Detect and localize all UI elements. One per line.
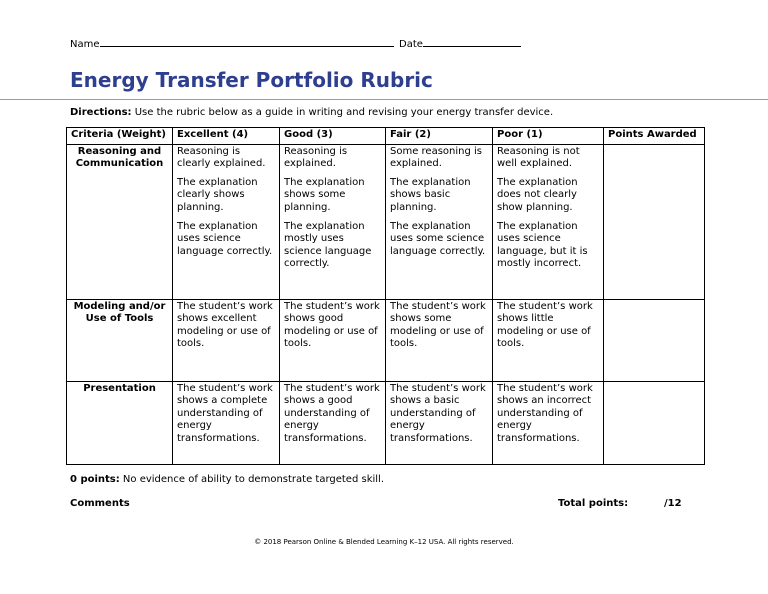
zero-points-text: No evidence of ability to demonstrate targeted skill.: [119, 474, 385, 485]
cell-text: The student’s work shows good modeling or use of tools.: [284, 300, 380, 350]
cell-text: The student’s work shows a basic understanding of energy transformations.: [390, 382, 486, 444]
points-cell[interactable]: [604, 299, 705, 381]
title-divider: [0, 99, 768, 100]
page-title: Energy Transfer Portfolio Rubric: [70, 68, 433, 92]
cell-text: The explanation uses science language, but it is mostly incorrect.: [497, 220, 588, 270]
name-field: [70, 36, 394, 50]
total-points-value: /12: [664, 498, 682, 509]
cell-text: Reasoning is not well explained.: [497, 145, 580, 170]
good-cell: [280, 299, 386, 381]
cell-text: The student’s work shows a complete understanding of energy transformations.: [177, 382, 273, 444]
good-cell: [280, 381, 386, 464]
table-row: [67, 299, 705, 381]
date-blank[interactable]: [423, 36, 521, 47]
zero-points-label: 0 points:: [70, 474, 120, 485]
good-cell: [280, 144, 386, 299]
header-fair: Fair (2): [386, 128, 493, 145]
cell-text: The explanation mostly uses science language correctly.: [284, 220, 372, 270]
header-criteria: Criteria (Weight): [67, 128, 173, 145]
cell-text: The explanation shows some planning.: [284, 176, 365, 213]
excellent-cell: [173, 299, 280, 381]
fair-cell: [386, 381, 493, 464]
poor-cell: [493, 299, 604, 381]
header-good: Good (3): [280, 128, 386, 145]
poor-cell: [493, 381, 604, 464]
fair-cell: [386, 299, 493, 381]
table-header-row: [67, 128, 705, 145]
cell-text: The student’s work shows little modeling or use of tools.: [497, 300, 593, 350]
total-points-label: Total points:: [558, 498, 629, 509]
fair-cell: [386, 144, 493, 299]
name-blank[interactable]: [100, 36, 394, 47]
excellent-cell: [173, 144, 280, 299]
date-field: [399, 36, 521, 50]
header-points: Points Awarded: [604, 128, 705, 145]
poor-cell: [493, 144, 604, 299]
excellent-cell: [173, 381, 280, 464]
criteria-cell: Presentation: [67, 381, 173, 464]
cell-text: Some reasoning is explained.: [390, 145, 483, 170]
header-poor: Poor (1): [493, 128, 604, 145]
header-excellent: Excellent (4): [173, 128, 280, 145]
points-cell[interactable]: [604, 381, 705, 464]
cell-text: The explanation clearly shows planning.: [177, 176, 258, 213]
cell-text: The explanation shows basic planning.: [390, 176, 471, 213]
cell-text: The student’s work shows a good understanding of energy transformations.: [284, 382, 380, 444]
criteria-cell: Reasoning and Communication: [67, 144, 173, 299]
points-cell[interactable]: [604, 144, 705, 299]
table-row: [67, 381, 705, 464]
date-label: Date: [399, 39, 423, 50]
criteria-cell: Modeling and/or Use of Tools: [67, 299, 173, 381]
zero-points-note: [70, 474, 384, 485]
cell-text: The explanation uses some science language correctly.: [390, 220, 486, 257]
cell-text: The student’s work shows some modeling or use of tools.: [390, 300, 486, 350]
rubric-table: [66, 127, 705, 465]
cell-text: The explanation does not clearly show planning.: [497, 176, 578, 213]
copyright-footer: © 2018 Pearson Online & Blended Learning K–12 USA. All rights reserved.: [254, 538, 514, 546]
cell-text: Reasoning is clearly explained.: [177, 145, 266, 170]
table-row: [67, 144, 705, 299]
cell-text: Reasoning is explained.: [284, 145, 348, 170]
cell-text: The student’s work shows an incorrect understanding of energy transformations.: [497, 382, 593, 444]
directions: [70, 107, 553, 118]
directions-text: Use the rubric below as a guide in writing and revising your energy transfer device.: [131, 107, 554, 118]
name-label: Name: [70, 39, 100, 50]
cell-text: The student’s work shows excellent modeling or use of tools.: [177, 300, 273, 350]
directions-label: Directions:: [70, 107, 132, 118]
cell-text: The explanation uses science language correctly.: [177, 220, 273, 257]
comments-label: Comments: [70, 498, 130, 509]
